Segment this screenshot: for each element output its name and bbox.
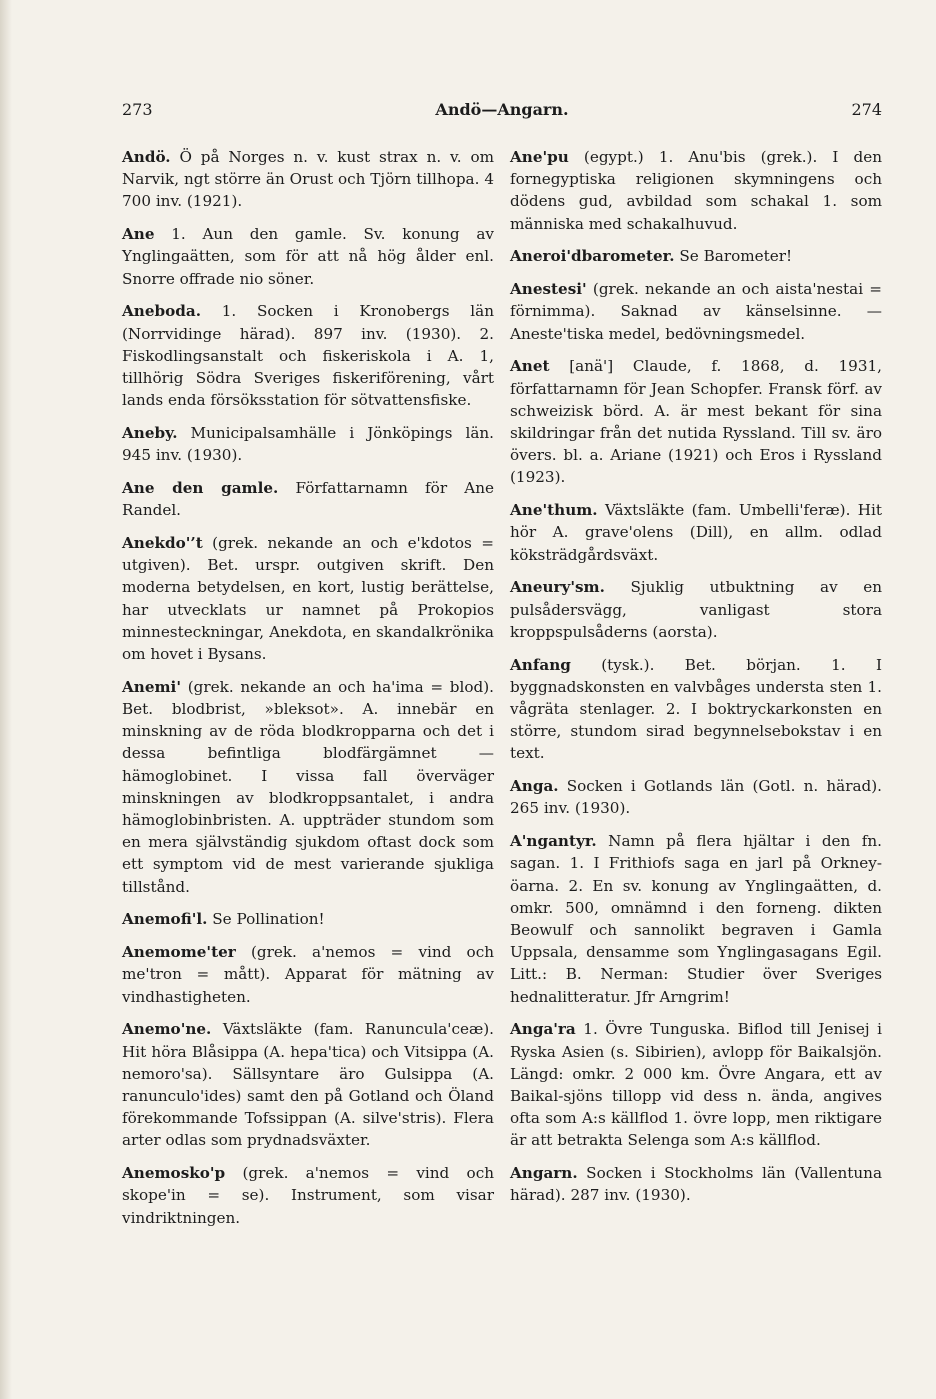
headword: Anemofi'l. [122,910,208,929]
definition: (grek. a'nemos = vind och skope'in = se). Instrument, som visar vindriktningen. [122,1164,494,1227]
definition: 1. Övre Tunguska. Biflod till Jenisej i Ryska Asien (s. Sibirien), avlopp för Baikalsjön. Längd: omkr. 2 000 km. Övre Angara, ett av Baikal-sjöns tillopp vid dess n. ända, angives ofta som A:s källflod 1. övre lopp, men riktigare är att betrakta Selenga som A:s källflod. [510,1020,882,1150]
page-number-left: 273 [122,100,153,119]
headword: Anga. [510,777,559,796]
definition: Municipalsamhälle i Jönköpings län. 945 inv. (1930). [122,424,495,465]
headword: Ane'pu [510,148,569,166]
definition: Namn på flera hjältar i den fn. sagan. 1. I Frithiofs saga en jarl på Orkney-öarna. 2. En sv. konung av Ynglingaätten, d. omkr. 500, omnämnd i den forneng. dikten Beowulf och sannolikt begraven i Gamla Uppsala, densamme som Ynglingasagans Egil. Litt.: B. Nerman: Studier över Sveriges hednalitteratur. Jfr Arngrim! [510,832,882,1006]
definition: (grek. a'nemos = vind och me'tron = mått). Apparat för mätning av vindhastigheten. [122,943,494,1006]
entry-anemometer [122,941,494,1008]
entry-aneurysm [510,576,882,643]
headword: A'ngantyr. [510,832,597,851]
entry-anemoskop [122,1162,494,1229]
headword: Ane den gamle. [122,479,279,498]
running-title: Andö—Angarn. [435,100,569,119]
definition: Se Barometer! [679,247,793,266]
headword: Aneby. [122,424,178,443]
entry-anekdot [122,532,494,665]
headword: Angarn. [510,1164,578,1183]
entry-anepu [510,146,882,235]
headword: Anemo'ne. [122,1020,212,1039]
entry-anestesi [510,278,882,345]
definition: 1. Socken i Kronobergs län (Norrvidinge härad). 897 inv. (1930). 2. Fiskodlingsanstalt och fiskeriskola i A. 1, tillhörig Södra Sveriges fiskeriförening, vårt lands enda försöksstation för sötvattensfiske. [122,302,495,410]
headword: Anfang [510,655,571,674]
headword: Anemosko'p [122,1164,226,1183]
headword: Aneboda. [122,302,201,321]
left-column [122,146,494,1239]
entry-ane-den-gamle [122,477,494,521]
entry-ane [122,223,494,290]
definition: Se Pollination! [212,910,325,929]
definition: Växtsläkte (fam. Ranuncula'ceæ). Hit höra Blåsippa (A. hepa'tica) och Vitsippa (A. nemoro'sa). Sällsyntare äro Gulsippa (A. ranunculo'ides) samt den på Gotland och Öland förekommande Tofssippan (A. silve'stris). Flera arter odlas som prydnadsväxter. [122,1020,494,1150]
entry-anemi [122,676,494,898]
headword: Aneroi'dbarometer. [510,247,675,266]
definition: (grek. nekande an och ha'ima = blod). Bet. blodbrist, »bleksot». A. innebär en minskning av de röda blodkropparna och det i dessa befintliga blodfärgämnet — hämoglobinet. I vissa fall överväger minskningen av blodkroppsantalet, i andra hämoglobinbristen. A. uppträder stundom som en mera självständig sjukdom oftast dock som ett symptom vid de mest varierande sjukliga tillstånd. [122,677,495,896]
definition: Växtsläkte (fam. Umbelli'feræ). Hit hör A. grave'olens (Dill), en allm. odlad köksträdgårdsväxt. [510,501,882,564]
entry-anemone [122,1018,494,1151]
entry-anet [510,355,882,488]
definition: Ö på Norges n. v. kust strax n. v. om Narvik, ngt större än Orust och Tjörn tillhopa. 4 700 inv. (1921). [122,148,494,211]
entry-anfang [510,654,882,765]
page-fold-shadow [0,0,12,1399]
entry-angarn [510,1162,882,1206]
definition: (grek. nekande an och aista'nestai = förnimma). Saknad av känselsinne. — Aneste'tiska medel, bedövningsmedel. [510,280,882,343]
definition: Sjuklig utbuktning av en pulsådersvägg, vanligast stora kroppspulsåderns (aorsta). [510,578,882,641]
definition: 1. Aun den gamle. Sv. konung av Ynglingaätten, som för att nå hög ålder enl. Snorre offrade nio söner. [122,225,495,288]
entry-anethum [510,499,882,566]
entry-anga [510,775,882,819]
right-column [510,146,882,1217]
running-header [122,100,882,126]
entry-anemofil [122,908,494,930]
definition: Socken i Stockholms län (Vallentuna härad). 287 inv. (1930). [510,1164,883,1205]
definition: (egypt.) 1. Anu'bis (grek.). I den fornegyptiska religionen skymningens och dödens gud, avbildad som schakal 1. som människa med schakalhuvud. [510,148,882,233]
entry-angara [510,1018,882,1151]
entry-aneroidbarometer [510,245,882,267]
headword: Anet [510,357,550,376]
entry-angantyr [510,830,882,1008]
page-number-right: 274 [851,100,882,119]
definition: Socken i Gotlands län (Gotl. n. härad). 265 inv. (1930). [510,777,883,818]
headword: Aneury'sm. [510,578,605,597]
definition: Författarnamn för Ane Randel. [122,479,495,520]
entry-aneby [122,422,494,466]
definition: (grek. nekande an och e'kdotos = utgiven). Bet. urspr. outgiven skrift. Den moderna betydelsen, en kort, lustig berättelse, har utvecklats ur namnet på Prokopios minnesteckningar, Anekdota, en skandalkrönika om hovet i Bysans. [122,534,494,664]
entry-aneboda [122,300,494,411]
headword: Anemome'ter [122,943,236,962]
headword: Anestesi' [510,280,587,299]
headword: Ane'thum. [510,501,598,520]
headword: Andö. [122,148,171,166]
definition: (tysk.). Bet. början. 1. I byggnadskonsten en valvbåges understa sten 1. vågräta stenlager. 2. I boktryckarkonsten en större, stundom sirad begynnelsebokstav i en text. [510,655,882,763]
headword: Anemi' [122,677,181,696]
entry-ando [122,146,494,213]
definition: [anä'] Claude, f. 1868, d. 1931, författarnamn för Jean Schopfer. Fransk förf. av schweizisk börd. A. är mest bekant för sina skildringar från det nutida Ryssland. Till sv. äro övers. bl. a. Ariane (1921) och Eros i Ryssland (1923). [510,357,882,487]
headword: Anga'ra [510,1020,576,1039]
headword: Anekdo'’t [122,534,203,553]
headword: Ane [122,225,155,244]
